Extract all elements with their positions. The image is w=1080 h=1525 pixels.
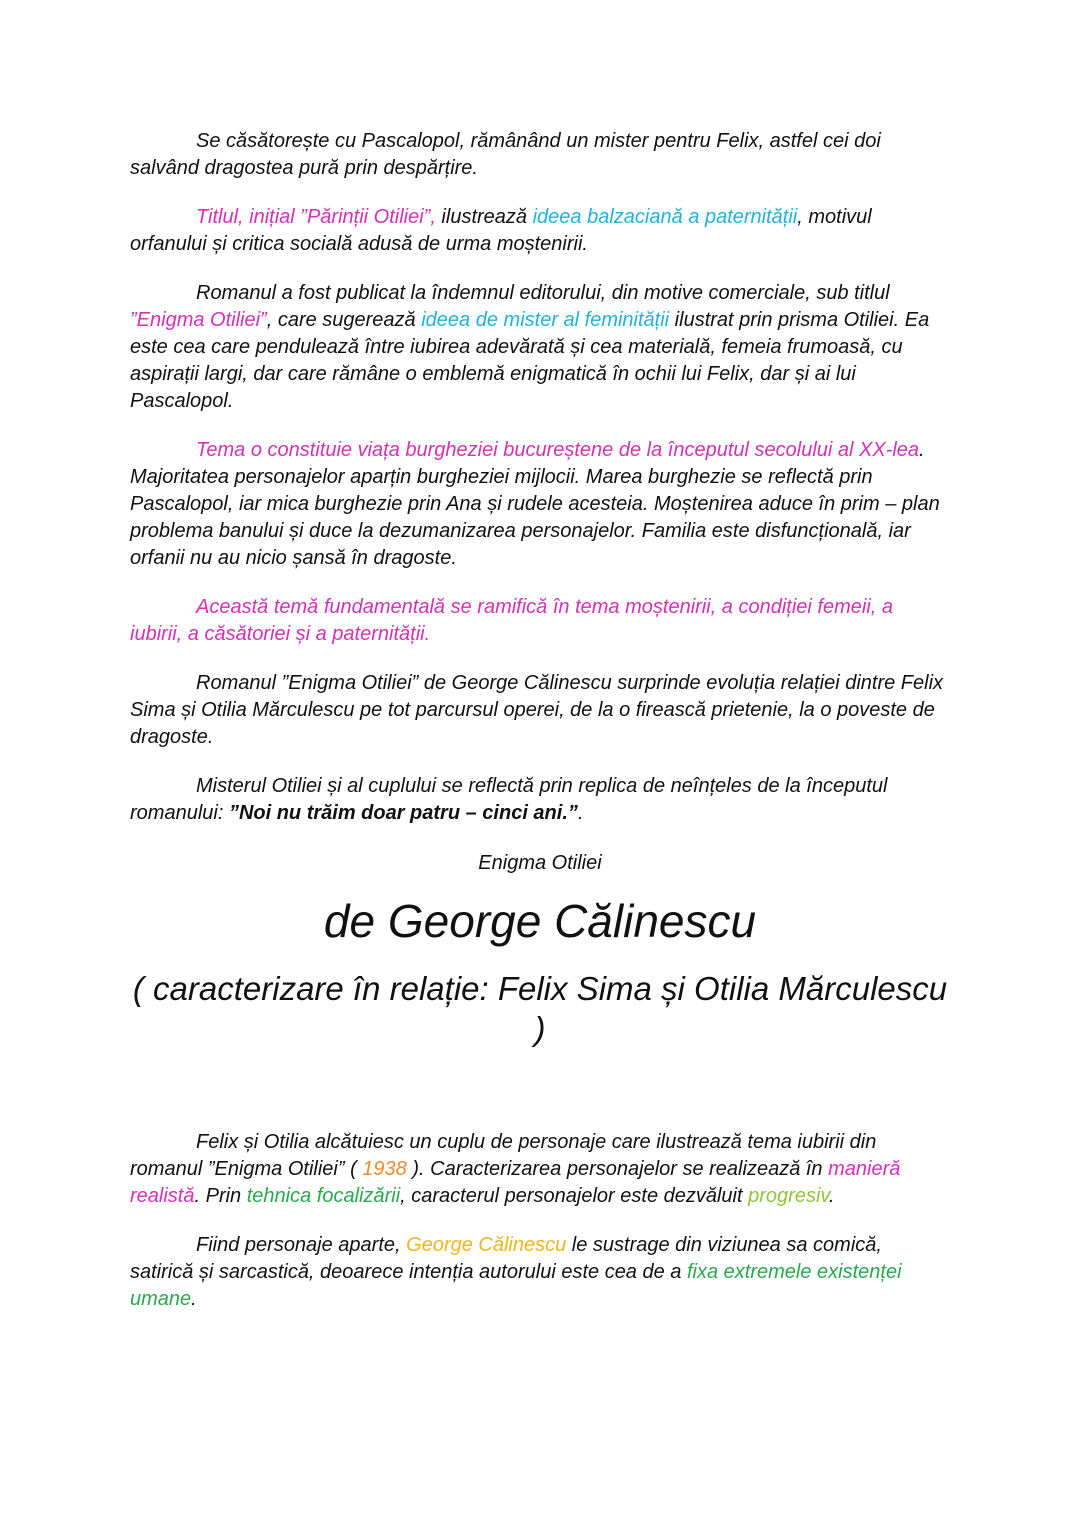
document-page [130, 128, 950, 1335]
highlight-theme-branches: Această temă fundamentală se ramifică în tema moștenirii, a condiției femeii, a iubirii, a căsătoriei și a paternității. [130, 596, 893, 645]
text: Misterul Otiliei și al cuplului se reflectă prin replica de neînțeles de la începutul romanului: [130, 775, 888, 824]
text: , care sugerează [266, 309, 422, 331]
highlight-theme: Tema o constituie viața burgheziei bucureștene de la începutul secolului al XX-lea [196, 439, 920, 461]
section-subtitle: ( caracterizare în relație: Felix Sima și Otilia Mărculescu ) [132, 970, 948, 1047]
paragraph-title-origin [130, 204, 950, 258]
paragraph-publication [130, 280, 950, 415]
text: le sustrage din viziunea sa comică, satirică și sarcastică, deoarece intenția autorului este cea de a [130, 1234, 882, 1283]
highlight-femininity-mystery: ideea de mister al feminității [421, 309, 670, 331]
highlight-realist-manner: manieră realistă [130, 1158, 901, 1207]
text: , caracterul personajelor este dezvăluit [400, 1185, 749, 1207]
highlight-paternity-idea: ideea balzaciană a paternității [532, 206, 798, 228]
text: . [828, 1185, 835, 1207]
author-heading: de George Călinescu [323, 895, 757, 947]
text: ilustrează [435, 206, 533, 228]
highlight-year: 1938 [362, 1158, 407, 1180]
text: . [191, 1288, 197, 1310]
text: Felix și Otilia alcătuiesc un cuplu de personaje care ilustrează tema iubirii din romanul ”Enigma Otiliei” ( [130, 1131, 877, 1180]
novel-title: Enigma Otiliei [478, 852, 602, 874]
highlight-extremes: fixa extremele existenței umane [130, 1261, 902, 1310]
paragraph-theme-branches [130, 594, 950, 648]
quote-bold: ”Noi nu trăim doar patru – cinci ani.” [228, 802, 578, 824]
paragraph-author-vision [130, 1232, 950, 1313]
highlight-progressive: progresiv [748, 1185, 829, 1207]
paragraph-relationship [130, 670, 950, 751]
paragraph-marriage [130, 128, 950, 182]
text: ilustrat prin prisma Otiliei. Ea este cea care pendulează între iubirea adevărată și cea materială, femeia frumoasă, cu aspirații largi, dar care rămâne o emblemă enigmatică în ochii lui Felix, dar și ai lui Pascalopol. [130, 309, 930, 412]
text: Romanul a fost publicat la îndemnul editorului, din motive comerciale, sub titlul [196, 282, 890, 304]
text: . Prin [194, 1185, 247, 1207]
paragraph-couple [130, 1129, 950, 1210]
highlight-initial-title: Titlul, inițial ”Părinții Otiliei”, [196, 206, 436, 228]
text: . Majoritatea personajelor aparțin burgheziei mijlocii. Marea burghezie se reflectă prin Pascalopol, iar mica burghezie prin Ana și rudele acesteia. Moștenirea aduce în prim – plan problema banului și duce la dezumanizarea personajelor. Familia este disfuncțională, iar orfanii nu au nicio șansă în dragoste. [130, 439, 940, 569]
paragraph-mystery-quote [130, 773, 950, 827]
highlight-focalization: tehnica focalizării [246, 1185, 401, 1207]
text: Se căsătorește cu Pascalopol, rămânând un mister pentru Felix, astfel cei doi salvând dragostea pură prin despărțire. [130, 130, 881, 179]
text: , motivul orfanului și critica socială adusă de urma moștenirii. [130, 206, 872, 255]
text: ). Caracterizarea personajelor se realizează în [406, 1158, 829, 1180]
highlight-final-title: ”Enigma Otiliei” [130, 309, 267, 331]
text: . [577, 802, 584, 824]
paragraph-theme [130, 437, 950, 572]
text: Fiind personaje aparte, [196, 1234, 407, 1256]
text: Romanul ”Enigma Otiliei” de George Călinescu surprinde evoluția relației dintre Felix Sima și Otilia Mărculescu pe tot parcursul operei, de la o firească prietenie, la o poveste de dragoste. [130, 672, 944, 748]
highlight-author: George Călinescu [406, 1234, 567, 1256]
